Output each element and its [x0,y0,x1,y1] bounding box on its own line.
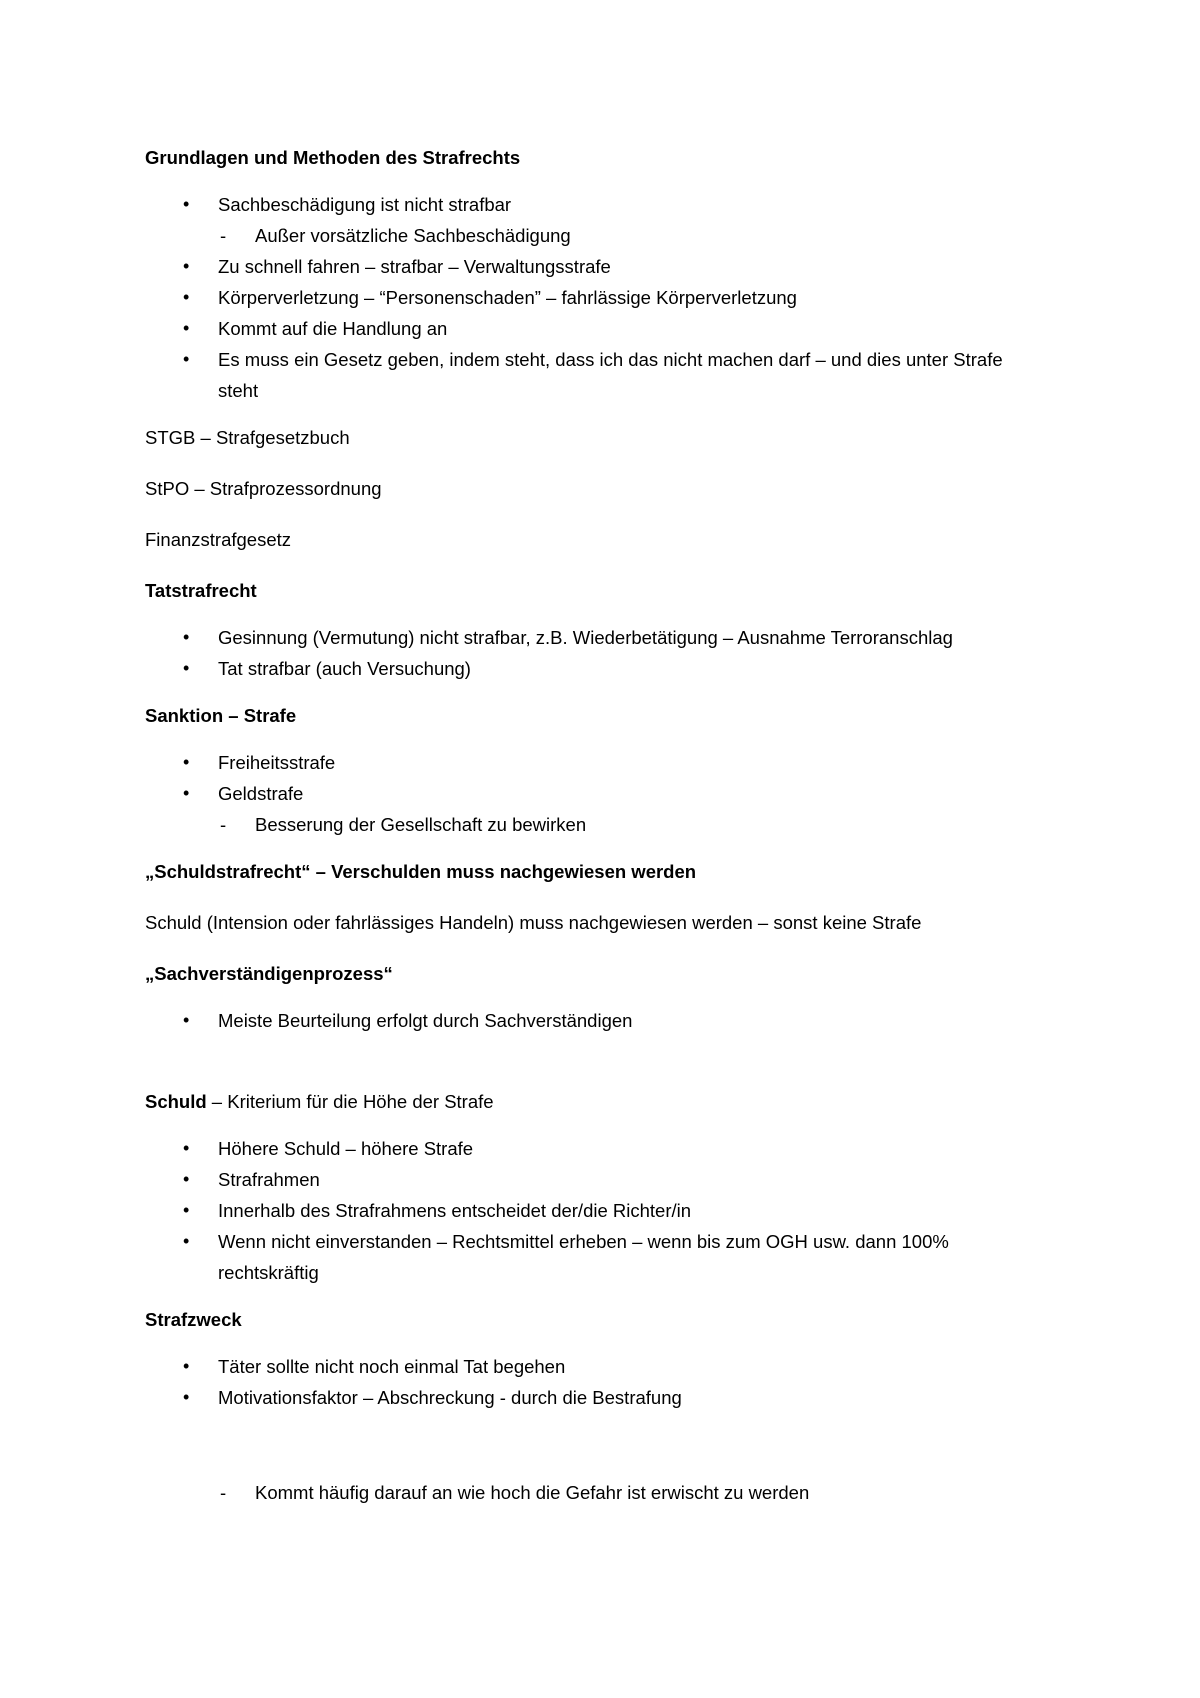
paragraph-stgb: STGB – Strafgesetzbuch [145,427,350,448]
document-title: Grundlagen und Methoden des Strafrechts [145,147,521,168]
list-grundlagen [145,189,1045,406]
list-item: • Freiheitsstrafe [145,747,1045,778]
list-strafzweck [145,1351,1045,1413]
list-sanktion [145,747,1045,840]
heading-sachverstaendigenprozess: „Sachverständigenprozess“ [145,963,393,984]
paragraph-schuld: Schuld (Intension oder fahrlässiges Handeln) muss nachgewiesen werden – sonst keine Strafe [145,912,922,933]
list-item: • Sachbeschädigung ist nicht strafbar [145,189,1045,220]
paragraph-stpo: StPO – Strafprozessordnung [145,478,382,499]
list-item: - Besserung der Gesellschaft zu bewirken [145,809,1045,840]
heading-tatstrafrecht: Tatstrafrecht [145,580,257,601]
list-item: • Meiste Beurteilung erfolgt durch Sachverständigen [145,1005,1045,1036]
heading-schuldstrafrecht: „Schuldstrafrecht“ – Verschulden muss nachgewiesen werden [145,861,697,882]
list-item: • Zu schnell fahren – strafbar – Verwaltungsstrafe [145,251,1045,282]
heading-schuld-bold: Schuld [145,1091,207,1112]
list-sachverstaendige [145,1005,1045,1036]
list-item: • Strafrahmen [145,1164,1045,1195]
list-item: • Täter sollte nicht noch einmal Tat begehen [145,1351,1045,1382]
list-item: • Motivationsfaktor – Abschreckung - durch die Bestrafung [145,1382,1045,1413]
heading-schuld [145,1086,1045,1117]
list-item: • Gesinnung (Vermutung) nicht strafbar, z.B. Wiederbetätigung – Ausnahme Terroranschlag [145,622,1045,653]
heading-schuld-rest: – Kriterium für die Höhe der Strafe [206,1091,494,1112]
document-page [145,142,1045,1508]
list-item: • Tat strafbar (auch Versuchung) [145,653,1045,684]
list-item: • Körperverletzung – “Personenschaden” – fahrlässige Körperverletzung [145,282,1045,313]
list-item: - Außer vorsätzliche Sachbeschädigung [145,220,1045,251]
heading-strafzweck: Strafzweck [145,1309,242,1330]
list-item: • Geldstrafe [145,778,1045,809]
paragraph-finanz: Finanzstrafgesetz [145,529,292,550]
heading-sanktion: Sanktion – Strafe [145,705,297,726]
list-strafzweck-note [145,1477,1045,1508]
list-tatstrafrecht [145,622,1045,684]
list-item: • Höhere Schuld – höhere Strafe [145,1133,1045,1164]
list-item: • Kommt auf die Handlung an [145,313,1045,344]
list-item: • Innerhalb des Strafrahmens entscheidet der/die Richter/in [145,1195,1045,1226]
list-item: • Wenn nicht einverstanden – Rechtsmittel erheben – wenn bis zum OGH usw. dann 100% rechtskräftig [145,1226,1045,1288]
list-schuld [145,1133,1045,1288]
list-item: • Es muss ein Gesetz geben, indem steht, dass ich das nicht machen darf – und dies unter Strafe steht [145,344,1045,406]
list-item: - Kommt häufig darauf an wie hoch die Gefahr ist erwischt zu werden [145,1477,1045,1508]
